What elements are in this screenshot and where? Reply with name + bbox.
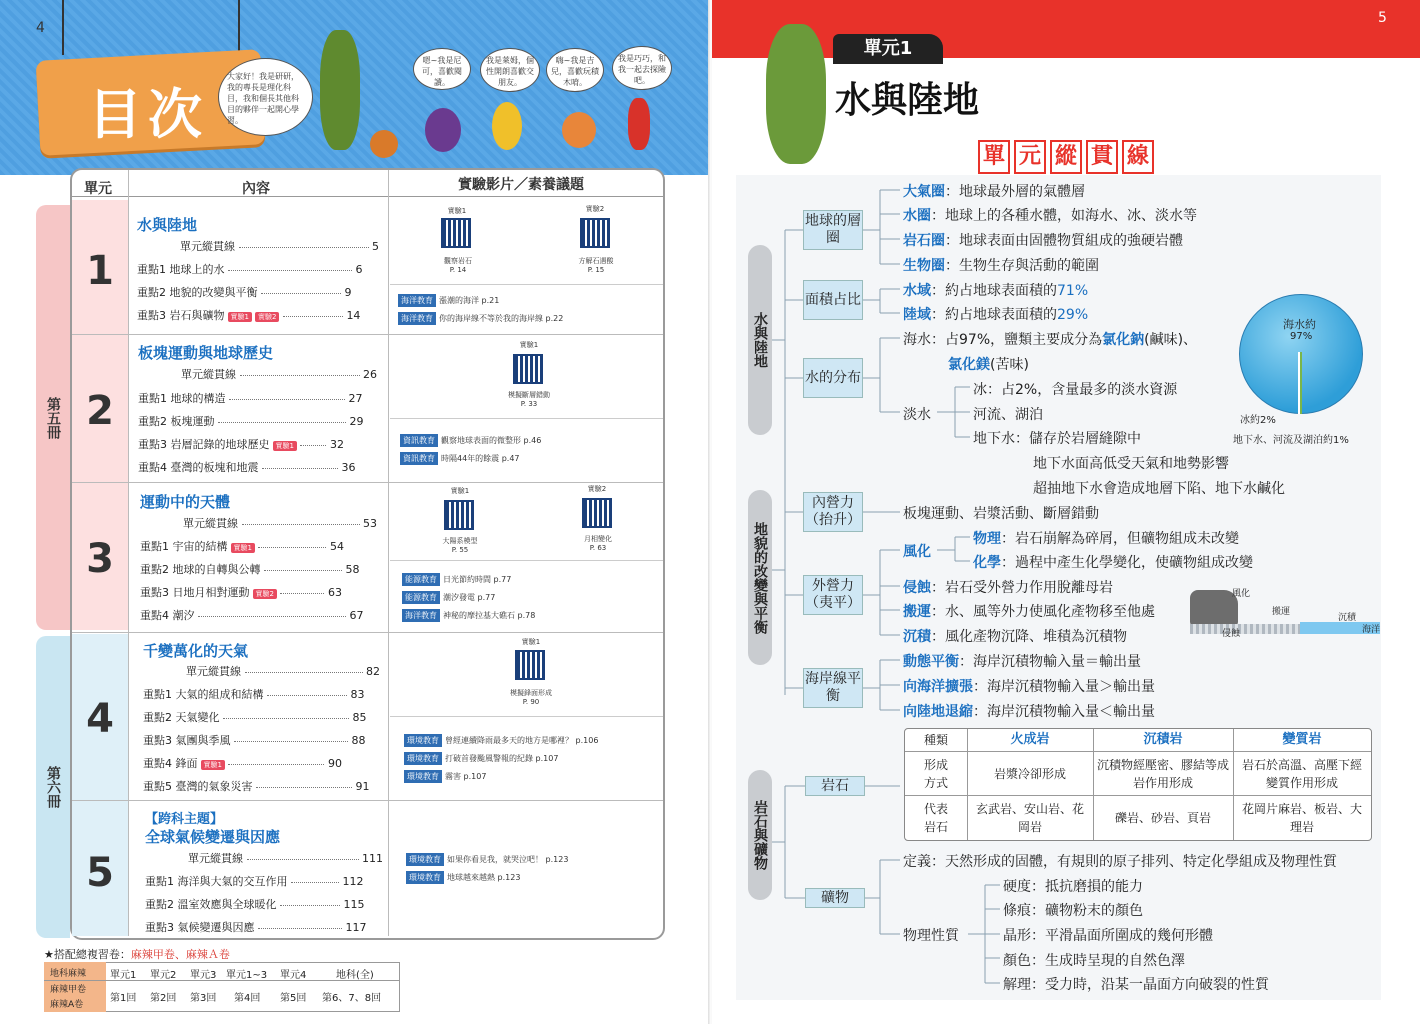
experiment-page: P. 15	[587, 266, 605, 274]
weathering-physical: 物理：岩石崩解為碎屑，但礦物組成未改變	[973, 531, 1239, 547]
mascot-with-magnifier-icon	[766, 24, 826, 164]
review-cell: 單元1~3	[226, 970, 268, 981]
qr-code-icon[interactable]	[444, 500, 474, 530]
review-cell: 第4回	[234, 993, 261, 1004]
issue-item[interactable]: 海洋教育 你的海岸線不等於我的海岸線 p.22	[398, 312, 563, 325]
speech-bubble: 嗯~我是尼可，喜歡閱讀。	[413, 48, 471, 90]
volume-label: 第六冊	[45, 766, 61, 808]
toc-row[interactable]: 重點2 板塊運動 29	[138, 415, 364, 428]
diagram-label: 搬運	[1272, 607, 1291, 617]
unit-number: 2	[86, 388, 114, 434]
deposit-text: 沉積：風化產物沉降、堆積為沉積物	[903, 629, 1127, 645]
node-area: 面積占比	[803, 280, 863, 320]
mineral-property: 晶形：平滑晶面所圍成的幾何形體	[1003, 928, 1213, 944]
experiment-head: 實驗2	[587, 485, 607, 493]
experiment-page: P. 33	[520, 400, 538, 408]
toc-row[interactable]: 重點1 宇宙的結構 實驗1 54	[140, 540, 344, 553]
rock-table	[904, 728, 1372, 841]
review-cell: 單元1	[110, 970, 137, 981]
experiment-name: 方解石遇酸	[578, 257, 614, 265]
experiment-badge: 實驗2	[255, 312, 279, 322]
review-cell: 地科(全)	[336, 970, 374, 981]
concept-map-title	[978, 140, 1154, 174]
toc-row[interactable]: 重點1 海洋與大氣的交互作用 112	[145, 875, 364, 888]
volume-5-label	[36, 205, 70, 630]
issue-item[interactable]: 環境教育 地球越來越熱 p.123	[406, 871, 520, 884]
experiment-page: P. 55	[451, 546, 469, 554]
review-cell: 第5回	[280, 993, 307, 1004]
review-cell: 單元3	[190, 970, 217, 981]
unit-number: 1	[86, 248, 114, 294]
issue-item[interactable]: 環境教育 曾經連續降雨最多天的地方是哪裡？ p.106	[404, 734, 598, 747]
node-external-force: 外營力（夷平）	[803, 575, 863, 615]
page-number: 4	[36, 20, 45, 36]
toc-row[interactable]: 重點2 天氣變化 85	[143, 711, 367, 724]
unit-number: 4	[86, 696, 114, 742]
experiment-head: 實驗1	[450, 487, 470, 495]
volume-6-label	[36, 636, 70, 938]
diagram-label: 侵蝕	[1222, 629, 1241, 639]
table-header: 沉積岩	[1143, 732, 1183, 747]
review-cell: 第1回	[110, 993, 137, 1004]
experiment-head: 實驗1	[447, 207, 467, 215]
review-row-header: 麻辣甲卷	[50, 985, 87, 995]
title-char: 單	[978, 140, 1010, 174]
title-char: 貫	[1086, 140, 1118, 174]
chili-character-icon	[628, 98, 650, 150]
toc-row[interactable]: 重點4 鋒面 實驗1 90	[143, 757, 342, 770]
node-earth-layers: 地球的層圈	[803, 210, 863, 250]
area-item: 水域：約占地球表面積的71%	[903, 283, 1089, 299]
internal-force-text: 板塊運動、岩漿活動、斷層錯動	[903, 506, 1099, 522]
unit-number: 5	[86, 850, 114, 896]
category-rock-mineral: 岩石與礦物	[748, 770, 772, 900]
toc-row[interactable]: 單元縱貫線 111	[188, 852, 383, 865]
freshwater-label: 淡水	[903, 407, 931, 423]
title-char: 元	[1014, 140, 1046, 174]
table-cell: 沉積物經壓密、膠結等成岩作用形成	[1097, 758, 1230, 790]
toc-row[interactable]: 重點3 日地月相對運動 實驗2 63	[140, 586, 342, 599]
toc-row[interactable]: 重點1 地球上的水 6	[137, 263, 363, 276]
layer-item: 水圈：地球上的各種水體，如海水、冰、淡水等	[903, 208, 1197, 224]
page-number: 5	[1378, 10, 1387, 26]
node-internal-force: 內營力（抬升）	[803, 492, 863, 532]
experiment-name: 大陽系模型	[442, 537, 478, 545]
header-content: 內容	[242, 181, 270, 197]
volume-label: 第五冊	[45, 396, 61, 439]
header-unit: 單元	[84, 181, 112, 197]
coast-item: 動態平衡：海岸沉積物輸入量＝輸出量	[903, 654, 1141, 670]
mascot-character-icon	[320, 30, 360, 150]
experiment-page: P. 90	[522, 698, 540, 706]
toc-row[interactable]: 重點3 氣候變遷與因應 117	[145, 921, 367, 934]
issue-item[interactable]: 環境教育 如果你看見我，就哭泣吧！ p.123	[406, 853, 568, 866]
toc-row[interactable]: 重點4 臺灣的板塊和地震 36	[138, 461, 356, 474]
unit-tag: 單元1	[833, 34, 943, 64]
review-cell: 第2回	[150, 993, 177, 1004]
weathering-label: 風化	[903, 544, 931, 560]
experiment-head: 實驗2	[585, 205, 605, 213]
mineral-physical-label: 物理性質	[903, 928, 959, 944]
diagram-label: 海洋	[1362, 625, 1381, 635]
experiment-head: 實驗1	[519, 341, 539, 349]
seawater-text: 海水：占97%，鹽類主要成分為氯化鈉(鹹味)、	[903, 332, 1198, 348]
freshwater-ground-2: 地下水面高低受天氣和地勢影響	[1033, 456, 1229, 472]
issue-item[interactable]: 海洋教育 漲潮的海洋 p.21	[398, 294, 499, 307]
node-rock: 岩石	[805, 776, 865, 796]
experiment-badge: 實驗1	[231, 543, 255, 553]
layer-item: 大氣圈：地球最外層的氣體層	[903, 184, 1085, 200]
speech-bubble: 嗨~我是吉兒，喜歡玩積木唷。	[546, 48, 604, 92]
issue-item[interactable]: 能源教育 日光節約時間 p.77	[402, 573, 511, 586]
experiment-name: 模擬鋒面形成	[510, 689, 552, 697]
review-row-header: 麻辣A卷	[50, 1000, 84, 1010]
category-landform: 地貌的改變與平衡	[748, 490, 772, 665]
title-char: 線	[1122, 140, 1154, 174]
mineral-definition: 定義：天然形成的固體，有規則的原子排列、特定化學組成及物理性質	[903, 854, 1337, 870]
table-cell: 岩石於高溫、高壓下經變質作用形成	[1241, 758, 1362, 790]
coast-item: 向陸地退縮：海岸沉積物輸入量＜輸出量	[903, 704, 1155, 720]
weathering-chemical: 化學：過程中產生化學變化，使礦物組成改變	[973, 555, 1253, 571]
speech-bubble: 我是巧巧，和我一起去探險吧。	[612, 46, 672, 90]
review-cell: 單元4	[280, 970, 307, 981]
toc-row[interactable]: 單元縱貫線 82	[186, 665, 380, 678]
pie-ice-label: 冰約2%	[1240, 415, 1276, 426]
pie-sea-label: 海水約	[1283, 318, 1316, 331]
toc-row[interactable]: 單元縱貫線 26	[181, 368, 377, 381]
freshwater-ground-3: 超抽地下水會造成地層下陷、地下水鹹化	[1033, 481, 1285, 497]
review-cell: 第6、7、8回	[322, 993, 382, 1004]
toc-row[interactable]: 重點3 岩石與礦物 實驗1 實驗2 14	[137, 309, 361, 322]
issue-item[interactable]: 能源教育 潮汐發電 p.77	[402, 591, 495, 604]
experiment-page: P. 63	[589, 544, 607, 552]
table-header: 種類	[923, 733, 948, 747]
snail-icon	[370, 130, 398, 158]
seawater-text-2: 氯化鎂(苦味)	[948, 357, 1029, 373]
experiment-name: 模擬斷層錯動	[508, 391, 550, 399]
freshwater-ground: 地下水：儲存於岩層縫隙中	[973, 431, 1141, 447]
toc-row[interactable]: 重點1 地球的構造 27	[138, 392, 363, 405]
erosion-text: 侵蝕：岩石受外營力作用脫離母岩	[903, 580, 1113, 596]
coast-item: 向海洋擴張：海岸沉積物輸入量＞輸出量	[903, 679, 1155, 695]
toc-row[interactable]: 重點2 地球的自轉與公轉 58	[140, 563, 360, 576]
speech-bubble: 大家好！我是研研，我的專長是理化科目，我和個長其他科目的夥伴一起開心學習。	[218, 58, 313, 136]
toc-row[interactable]: 重點1 大氣的組成和結構 83	[143, 688, 365, 701]
mineral-property: 條痕：礦物粉末的顏色	[1003, 903, 1143, 919]
qr-code-icon[interactable]	[513, 354, 543, 384]
layer-item: 生物圈：生物生存與活動的範圍	[903, 258, 1099, 274]
experiment-page: P. 14	[449, 266, 467, 274]
issue-item[interactable]: 環境教育 打破首發颱風警報的紀錄 p.107	[404, 752, 558, 765]
node-coastline: 海岸線平衡	[803, 668, 863, 708]
unit-title[interactable]: 千變萬化的天氣	[143, 642, 249, 660]
layer-item: 岩石圈：地球表面由固體物質組成的強硬岩體	[903, 233, 1183, 249]
node-mineral: 礦物	[805, 888, 865, 908]
experiment-badge: 實驗1	[201, 760, 225, 770]
freshwater-river: 河流、湖泊	[973, 407, 1043, 423]
transport-text: 搬運：水、風等外力使風化產物移至他處	[903, 604, 1155, 620]
table-cell: 岩漿冷卻形成	[993, 767, 1066, 781]
unit-title[interactable]: 全球氣候變遷與因應	[145, 828, 281, 846]
qr-code-icon[interactable]	[441, 218, 471, 248]
review-note: ★搭配總複習卷：麻辣甲卷、麻辣Ａ卷	[44, 948, 230, 961]
table-cell: 形成方式	[923, 758, 948, 790]
review-cell: 單元2	[150, 970, 177, 981]
diagram-label: 風化	[1232, 589, 1251, 599]
experiment-badge: 實驗2	[253, 589, 277, 599]
toc-row[interactable]: 單元縱貫線 53	[183, 517, 377, 530]
unit-title[interactable]: 板塊運動與地球歷史	[138, 344, 274, 362]
unit-title[interactable]: 運動中的天體	[140, 493, 231, 511]
review-cell: 第3回	[190, 993, 217, 1004]
orange-character-icon	[562, 112, 596, 148]
experiment-name: 月相變化	[584, 535, 612, 543]
issue-item[interactable]: 海洋教育 神秘的摩拉基大礁石 p.78	[402, 609, 535, 622]
review-row-header: 地科麻辣	[50, 969, 87, 979]
table-cell: 代表岩石	[923, 802, 948, 834]
table-cell: 礫岩、砂岩、頁岩	[1114, 811, 1211, 825]
title-char: 縱	[1050, 140, 1082, 174]
freshwater-ice: 冰：占2%，含量最多的淡水資源	[973, 382, 1178, 398]
toc-row[interactable]: 重點4 潮汐 67	[140, 609, 364, 622]
diagram-label: 沉積	[1338, 613, 1357, 623]
experiment-badge: 實驗1	[228, 312, 252, 322]
table-cell: 玄武岩、安山岩、花岡岩	[975, 802, 1084, 834]
experiment-name: 觀察岩石	[444, 257, 472, 265]
area-item: 陸域：約占地球表面積的29%	[903, 307, 1089, 323]
qr-code-icon[interactable]	[580, 218, 610, 248]
node-water-distribution: 水的分布	[803, 358, 863, 398]
toc-row[interactable]: 重點2 溫室效應與全球暖化 115	[145, 898, 365, 911]
toc-row[interactable]: 重點3 岩層記錄的地球歷史 實驗1 32	[138, 438, 344, 451]
issue-item[interactable]: 資訊教育 觀察地球表面的微整形 p.46	[400, 434, 541, 447]
issue-item[interactable]: 環境教育 霧害 p.107	[404, 770, 486, 783]
speech-bubble: 我是萊姆，個性開朗喜歡交朋友。	[480, 48, 540, 92]
hanging-string	[62, 0, 64, 55]
experiment-head: 實驗1	[521, 638, 541, 646]
table-header: 變質岩	[1282, 732, 1322, 747]
qr-code-icon[interactable]	[582, 498, 612, 528]
mineral-property: 解理：受力時，沿某一晶面方向破裂的性質	[1003, 977, 1269, 993]
grape-character-icon	[425, 108, 461, 152]
mineral-property: 顏色：生成時呈現的自然色澤	[1003, 953, 1185, 969]
page-title: 水與陸地	[835, 80, 980, 121]
unit-title[interactable]: 水與陸地	[137, 216, 198, 234]
toc-row[interactable]: 單元縱貫線 5	[180, 240, 379, 253]
page-title: 目次	[88, 83, 208, 146]
unit-number: 3	[86, 536, 114, 582]
pie-other-label: 地下水、河流及湖泊約1%	[1233, 435, 1349, 446]
pie-slice-ice	[1298, 352, 1302, 414]
mineral-property: 硬度：抵抗磨損的能力	[1003, 879, 1143, 895]
table-header: 火成岩	[1010, 732, 1050, 747]
qr-code-icon[interactable]	[515, 650, 545, 680]
header-experiment: 實驗影片／素養議題	[458, 177, 584, 193]
category-water-land: 水與陸地	[748, 245, 772, 435]
toc-row[interactable]: 重點5 臺灣的氣象災害 91	[143, 780, 370, 793]
toc-row[interactable]: 重點3 氣團與季風 88	[143, 734, 366, 747]
unit-title-prefix: 【跨科主題】	[145, 812, 224, 827]
pie-sea-value: 97%	[1290, 331, 1313, 342]
rock-illustration-icon	[1190, 590, 1238, 626]
issue-item[interactable]: 資訊教育 時隔44年的餘震 p.47	[400, 452, 520, 465]
toc-row[interactable]: 重點2 地貌的改變與平衡 9	[137, 286, 352, 299]
experiment-badge: 實驗1	[273, 441, 297, 451]
lemon-character-icon	[492, 102, 522, 150]
table-cell: 花岡片麻岩、板岩、大理岩	[1241, 802, 1362, 834]
